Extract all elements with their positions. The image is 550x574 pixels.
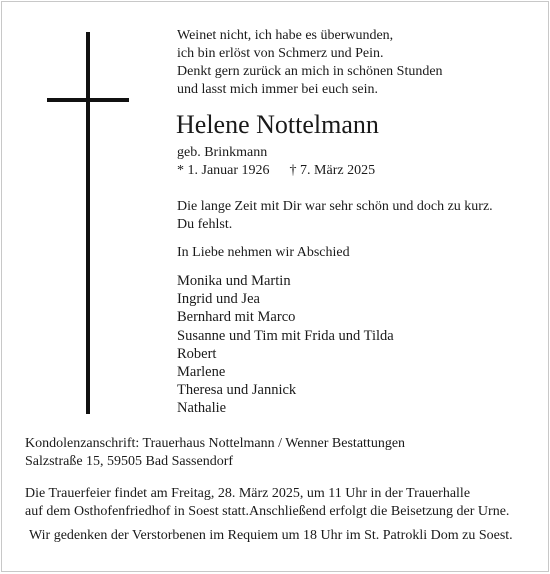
deceased-name: Helene Nottelmann xyxy=(176,110,379,139)
family-member: Bernhard mit Marco xyxy=(177,309,296,326)
family-member: Theresa und Jannick xyxy=(177,382,297,399)
ceremony-line: Die Trauerfeier findet am Freitag, 28. März 2025, um 11 Uhr in der Trauerhalle xyxy=(25,486,471,501)
born-name: geb. Brinkmann xyxy=(177,145,268,160)
death-date: † 7. März 2025 xyxy=(289,163,376,178)
ceremony-line: auf dem Osthofenfriedhof in Soest statt.Anschließend erfolgt die Beisetzung der Urne. xyxy=(25,504,510,519)
message-line: Du fehlst. xyxy=(177,217,233,232)
poem-line: Weinet nicht, ich habe es überwunden, xyxy=(177,28,394,43)
poem-line: ich bin erlöst von Schmerz und Pein. xyxy=(177,46,384,61)
family-member: Monika und Martin xyxy=(177,273,291,289)
birth-date: * 1. Januar 1926 xyxy=(177,163,270,178)
cross-icon-vertical-bar xyxy=(86,32,90,414)
poem-line: und lasst mich immer bei euch sein. xyxy=(177,82,379,97)
requiem-info: Wir gedenken der Verstorbenen im Requiem um 18 Uhr im St. Patrokli Dom zu Soest. xyxy=(29,528,513,543)
personal-message xyxy=(177,198,493,234)
condolence-address xyxy=(25,435,405,471)
family-list xyxy=(177,272,394,418)
poem-line: Denkt gern zurück an mich in schönen Stunden xyxy=(177,64,443,79)
cross-icon-horizontal-bar xyxy=(47,98,129,102)
condolence-line: Salzstraße 15, 59505 Bad Sassendorf xyxy=(25,454,234,469)
family-member: Marlene xyxy=(177,364,226,381)
ceremony-info xyxy=(25,485,509,521)
message-line: Die lange Zeit mit Dir war sehr schön und doch zu kurz. xyxy=(177,199,493,214)
family-member: Ingrid und Jea xyxy=(177,291,260,308)
poem xyxy=(177,27,443,99)
family-member: Nathalie xyxy=(177,400,227,417)
family-member: Susanne und Tim mit Frida und Tilda xyxy=(177,327,394,344)
life-dates xyxy=(177,162,375,180)
family-member: Robert xyxy=(177,345,217,362)
farewell-line: In Liebe nehmen wir Abschied xyxy=(177,245,350,260)
obituary-notice xyxy=(1,1,549,572)
condolence-line: Kondolenzanschrift: Trauerhaus Nottelmann / Wenner Bestattungen xyxy=(25,436,406,451)
